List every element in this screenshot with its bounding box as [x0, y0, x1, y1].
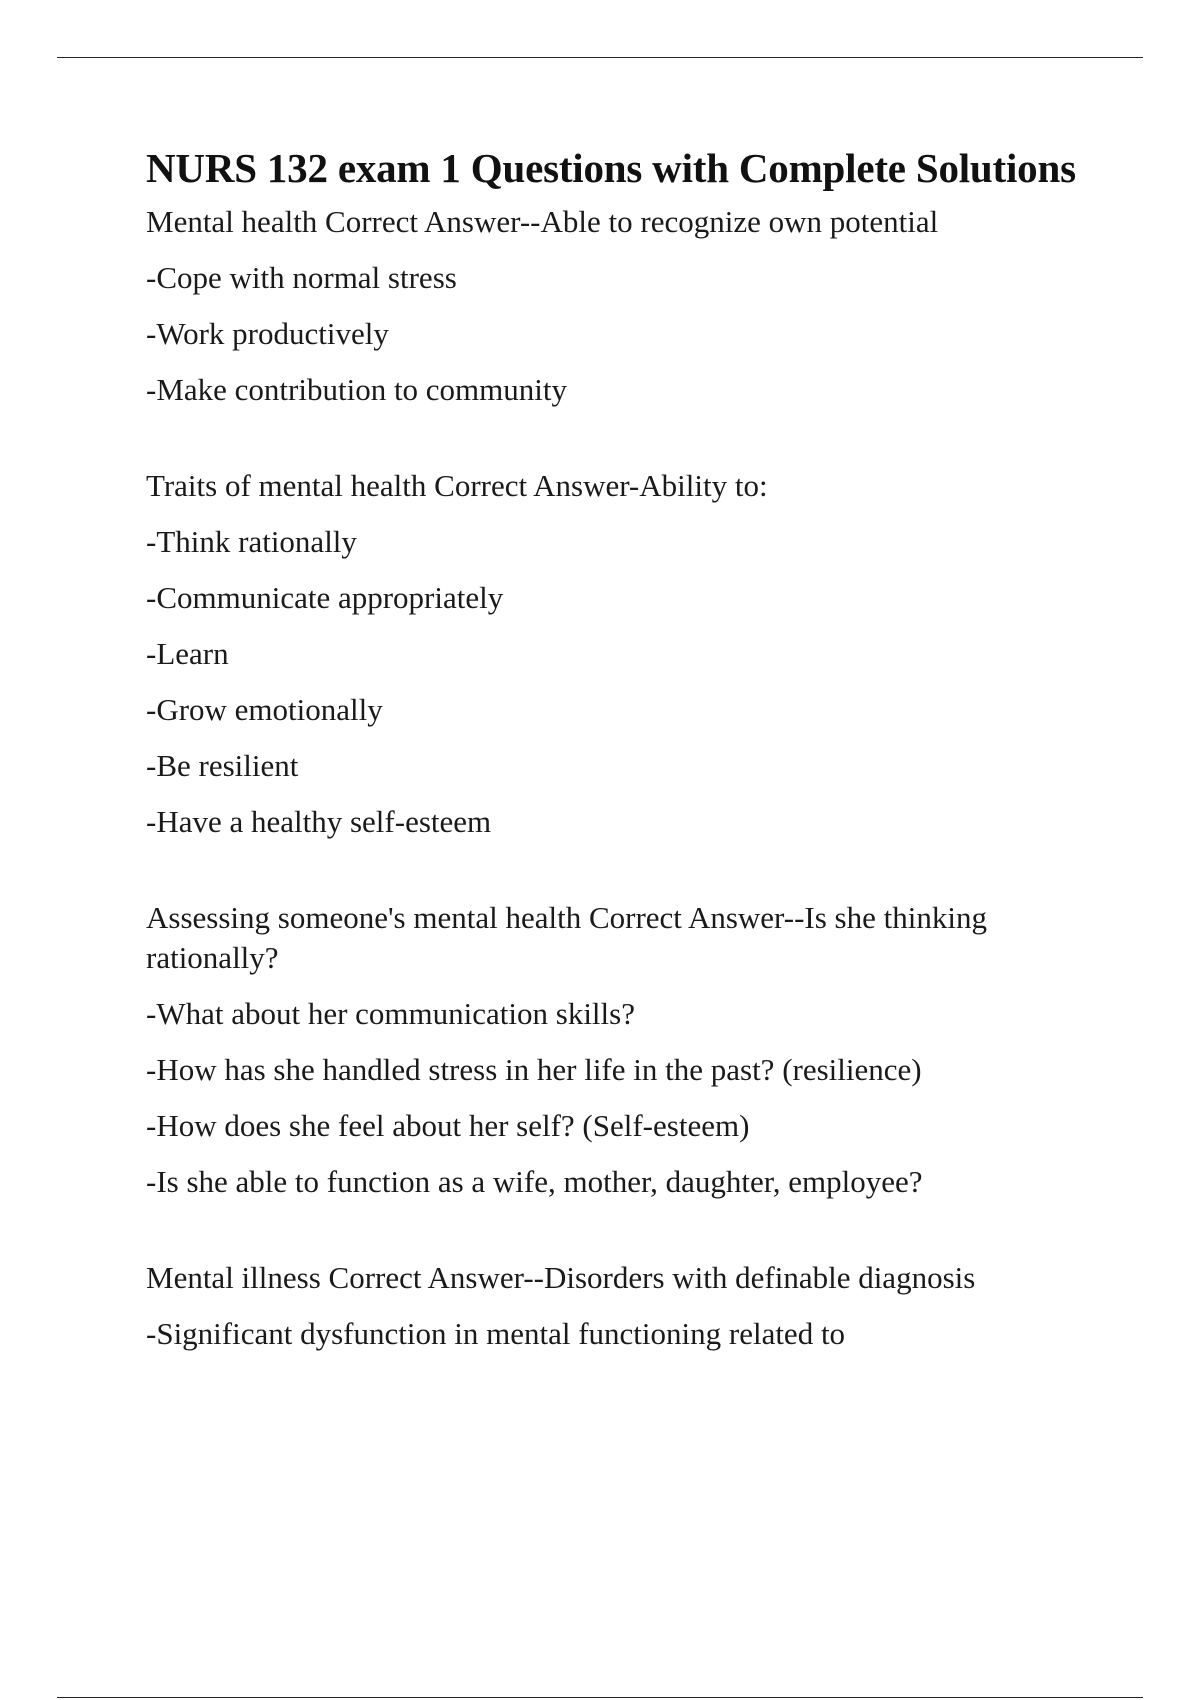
answer-line: -Is she able to function as a wife, mother, daughter, employee? — [146, 1164, 923, 1199]
answer-line: -Significant dysfunction in mental functioning related to — [146, 1316, 846, 1351]
answer-line: Mental health Correct Answer--Able to recognize own potential — [146, 204, 939, 239]
header-rule — [57, 57, 1143, 58]
answer-line: -Work productively — [146, 316, 389, 351]
answer-line: -Learn — [146, 636, 229, 671]
answer-line: -What about her communication skills? — [146, 996, 635, 1031]
answer-line: -Communicate appropriately — [146, 580, 504, 615]
document-body — [146, 140, 1086, 1410]
qa-block-mental-illness — [146, 1258, 1086, 1354]
answer-line: Assessing someone's mental health Correct Answer--Is she thinking rationally? — [146, 900, 987, 975]
answer-line: -How does she feel about her self? (Self-esteem) — [146, 1108, 750, 1143]
answer-line: -How has she handled stress in her life in the past? (resilience) — [146, 1052, 922, 1087]
footer-rule — [57, 1697, 1143, 1698]
answer-line: -Make contribution to community — [146, 372, 568, 407]
answer-line: Mental illness Correct Answer--Disorders with definable diagnosis — [146, 1260, 976, 1295]
answer-line: -Be resilient — [146, 748, 299, 783]
qa-block-traits-of-mental-health — [146, 466, 1086, 842]
answer-line: -Grow emotionally — [146, 692, 383, 727]
page-title: NURS 132 exam 1 Questions with Complete Solutions — [146, 145, 1076, 191]
qa-block-mental-health — [146, 202, 1086, 410]
answer-line: Traits of mental health Correct Answer-Ability to: — [146, 468, 768, 503]
answer-line: -Cope with normal stress — [146, 260, 457, 295]
answer-line: -Have a healthy self-esteem — [146, 804, 492, 839]
answer-line: -Think rationally — [146, 524, 357, 559]
qa-block-assessing-mental-health — [146, 898, 1086, 1202]
